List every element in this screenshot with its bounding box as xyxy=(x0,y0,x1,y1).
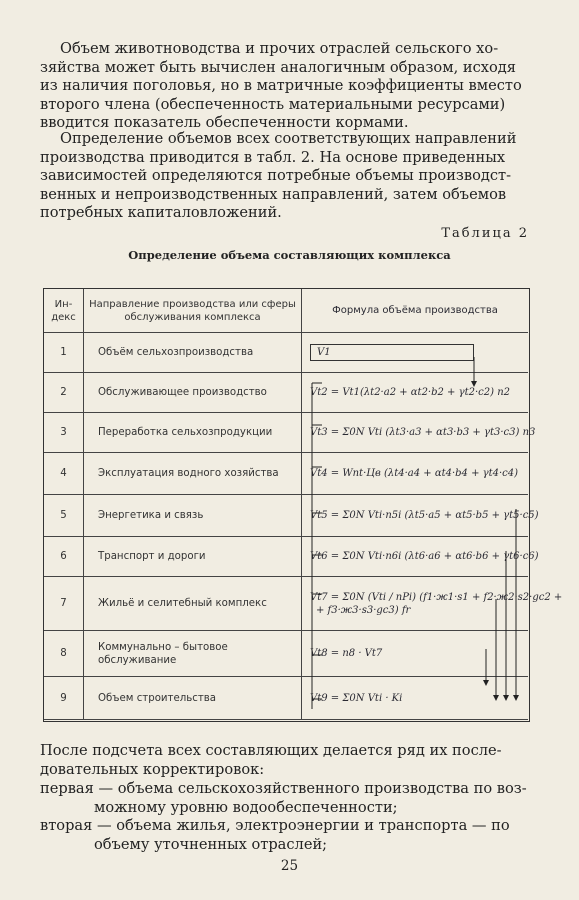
text-line: венных и непроизводственных направлений, затем объемов xyxy=(40,185,507,203)
row-index: 3 xyxy=(44,413,84,452)
row-direction: Переработка сельхозпродукции xyxy=(84,413,302,452)
row-index: 5 xyxy=(44,495,84,536)
paragraph-corrections xyxy=(40,742,530,779)
row-direction: Объем строительства xyxy=(84,677,302,719)
text-line: потребных капиталовложений. xyxy=(40,204,282,222)
row-formula: Vt4 = Wnt·Цв (λt4·a4 + αt4·b4 + γt4·c4) xyxy=(310,468,519,479)
formula-line: + f3·ж3·s3·gc3) fr xyxy=(316,604,411,616)
row-index: 9 xyxy=(44,677,84,719)
table-row xyxy=(44,631,528,677)
text-line: После подсчета всех составляющих делается ряд их после- xyxy=(40,742,502,759)
formula-box: V1 xyxy=(310,344,474,361)
text-line: зяйства может быть вычислен аналогичным образом, исходя xyxy=(40,58,516,76)
table-row xyxy=(44,413,536,453)
table-number-label: Таблица 2 xyxy=(441,226,529,241)
table-row xyxy=(44,453,528,495)
corrections-list xyxy=(40,780,530,854)
row-formula: Vt5 = Σ0N Vti·n5i (λt5·a5 + αt5·b5 + γt5·c5) xyxy=(310,510,539,521)
row-index: 4 xyxy=(44,453,84,494)
header-index: Ин-декс xyxy=(44,289,84,332)
row-index: 1 xyxy=(44,333,84,372)
table-title: Определение объема составляющих комплекса xyxy=(128,248,451,262)
text-line: вводится показатель обеспеченности кормами. xyxy=(40,114,409,132)
row-formula: Vt2 = Vt1(λt2·a2 + αt2·b2 + γt2·c2) n2 xyxy=(310,387,510,398)
list-item-continuation: объему уточненных отраслей; xyxy=(94,835,328,853)
row-formula: Vt3 = Σ0N Vti (λt3·a3 + αt3·b3 + γt3·c3) n3 xyxy=(310,427,536,438)
page-number: 25 xyxy=(280,858,299,874)
row-index: 6 xyxy=(44,537,84,576)
table-row xyxy=(44,577,563,631)
text-line: Объем животноводства и прочих отраслей сельского хо- xyxy=(60,40,499,57)
components-table xyxy=(43,288,563,722)
row-direction: Обслуживающее производство xyxy=(84,373,302,412)
row-formula: Vt6 = Σ0N Vti·n6i (λt6·a6 + αt6·b6 + γt6·c6) xyxy=(310,551,539,562)
row-formula xyxy=(302,577,563,630)
table-row xyxy=(44,677,528,720)
header-formula: Формула объёма производства xyxy=(332,305,498,316)
paragraph-volumes xyxy=(40,130,530,223)
text-line: второго члена (обеспеченность материальными ресурсами) xyxy=(40,95,506,113)
row-formula: Vt9 = Σ0N Vti · Ki xyxy=(310,692,403,704)
row-direction: Энергетика и связь xyxy=(84,495,302,536)
table-row xyxy=(44,537,539,577)
formula-line: Vt7 = Σ0N (Vti / nPi) (f1·ж1·s1 + f2·ж2·s2·gc2 + xyxy=(310,591,563,603)
row-direction: Транспорт и дороги xyxy=(84,537,302,576)
table-row xyxy=(44,495,539,537)
text-line: зависимостей определяются потребные объемы производст- xyxy=(40,167,512,185)
text-line: довательных корректировок: xyxy=(40,760,265,778)
table-row xyxy=(44,333,528,373)
row-direction: Объём сельхозпроизводства xyxy=(84,333,302,372)
row-formula: Vt8 = n8 · Vt7 xyxy=(310,648,383,659)
table-header-row xyxy=(44,289,528,333)
list-item xyxy=(40,817,530,854)
row-index: 8 xyxy=(44,631,84,676)
text-line: из наличия поголовья, но в матричные коэффициенты вместо xyxy=(40,77,522,95)
row-direction: Жильё и селитебный комплекс xyxy=(84,577,302,630)
list-item-first-line: вторая — объема жилья, электроэнергии и транспорта — по xyxy=(40,817,510,835)
row-direction: Коммунально – бытовое обслуживание xyxy=(84,631,302,676)
table-row xyxy=(44,373,528,413)
paragraph-livestock xyxy=(40,40,530,133)
list-item xyxy=(40,780,530,817)
list-item-first-line: первая — объема сельскохозяйственного производства по воз- xyxy=(40,780,527,797)
text-line: Определение объемов всех соответствующих направлений xyxy=(60,130,517,147)
header-direction: Направление производства или сферы обслуживания комплекса xyxy=(84,289,302,332)
row-index: 7 xyxy=(44,577,84,630)
row-direction: Эксплуатация водного хозяйства xyxy=(84,453,302,494)
row-formula xyxy=(302,333,528,372)
text-line: производства приводится в табл. 2. На основе приведенных xyxy=(40,148,506,166)
row-index: 2 xyxy=(44,373,84,412)
list-item-continuation: можному уровню водообеспеченности; xyxy=(94,798,398,816)
